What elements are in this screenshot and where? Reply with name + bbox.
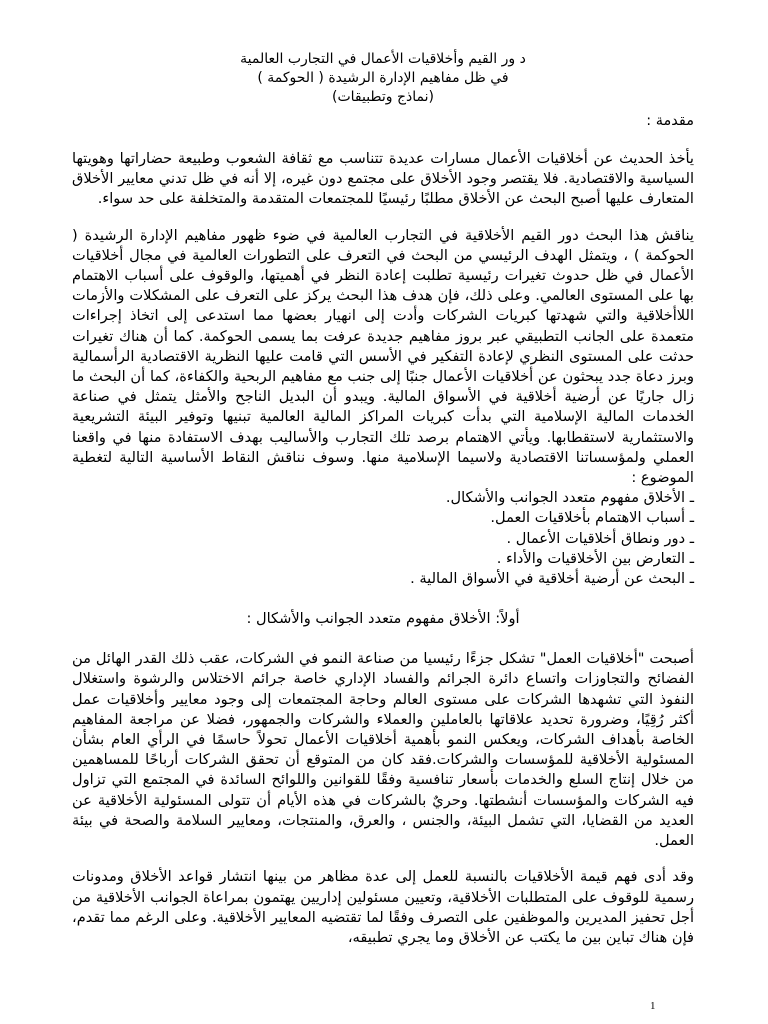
- paragraph: يأخذ الحديث عن أخلاقيات الأعمال مسارات عديدة تتناسب مع ثقافة الشعوب وطبيعة حضاراتها وهويتها السياسية والاقتصادية. فلا يقتصر وجود الأخلاق على مجتمع دون غيره، إلا أنه في ظل تدني معايير الأخلاق المتعارف عليها أصبح البحث عن الأخلاق مطلبًا رئيسيًا للمجتمعات المتقدمة والمتخلفة على حد سواء.: [72, 150, 694, 208]
- list-item: ـ البحث عن أرضية أخلاقية في الأسواق المالية .: [72, 569, 694, 589]
- title-line: (نماذج وتطبيقات): [331, 89, 435, 105]
- list-item: ـ دور ونطاق أخلاقيات الأعمال .: [72, 529, 694, 549]
- list-item: ـ التعارض بين الأخلاقيات والأداء .: [72, 549, 694, 569]
- paragraph: أصبحت "أخلاقيات العمل" تشكل جزءًا رئيسيا من صناعة النمو في الشركات، عقب ذلك القدر الهائل من الفضائح والتجاوزات واتساع دائرة الجرائم والفساد الإداري خاصة جرائم الاختلاس والرشوة واستغلال النفوذ التي تشهدها الشركات على مستوى العالم وحاجة المجتمعات إلى وجود معايير وأخلاقيات عمل أكثر رُقِيًا، وضرورة تحديد علاقاتها بالعاملين والعملاء والشركات والجمهور، فضلا عن مراجعة المفاهيم الخاصة بأهداف الشركات، ويعكس النمو بأهمية أخلاقيات الأعمال تحولاً حاسمًا في الرأي العام بشأن المسئولية الأخلاقية للمؤسسات والشركات.فقد كان من المتوقع أن تحقق الشركات أرباحًا للمساهمين من خلال إنتاج السلع والخدمات بأسعار تنافسية وفقًا للقوانين واللوائح السائدة في المجتمع التي تزاول فيه الشركات والمؤسسات أنشطتها. وحريٌ بالشركات في هذه الأيام أن تتولى المسئولية الأخلاقية عن العديد من القضايا، التي تشمل البيئة، والجنس ، والعرق، والمنتجات، ومعايير السلامة والصحة في بيئة العمل.: [72, 650, 694, 850]
- paragraph: يناقش هذا البحث دور القيم الأخلاقية في التجارب العالمية في ضوء ظهور مفاهيم الإدارة الرشيدة ( الحوكمة ) ، ويتمثل الهدف الرئيسي من البحث في التعرف على التطورات العالمية في مجال أخلاقيات الأعمال في ظل حدوث تغيرات رئيسية تطلبت إعادة النظر في أهميتها، والوقوف على أسباب الاهتمام بها على المستوى العالمي. وعلى ذلك، فإن هدف هذا البحث يركز على التعرف على المشكلات والأزمات اللاأخلاقية والتي شهدتها كبريات الشركات وأدت إلى انهيار بعضها مما استدعى إلى اتخاذ إجراءات متعمدة على الجانب التطبيقي عبر بروز مفاهيم جديدة عرفت بما يسمى الحوكمة. كما أن هناك تغيرات حدثت على المستوى النظري لإعادة التفكير في الأسس التي قامت عليها النظرية الاقتصادية الرأسمالية وبرز دعاة جدد يبحثون عن أخلاقيات الأعمال جنبًا إلى جنب مع مفاهيم الربحية والكفاءة، كما أن البحث ما زال جاريًا عن أرضية أخلاقية في الأسواق المالية. ويبدو أن البديل الناجح والأمثل يتمثل في صناعة الخدمات المالية الإسلامية التي بدأت كبريات المراكز المالية العالمية تبنيها وتوفير البيئة التشريعية والاستثمارية لاستقطابها. ويأتي الاهتمام برصد تلك التجارب والأساليب بهدف الاستفادة منها في واقعنا العملي ولمؤسساتنا الاقتصادية ولاسيما الإسلامية منها. وسوف نناقش النقاط الأساسية التالية لتغطية الموضوع :: [72, 226, 694, 487]
- section-heading: أولاً: الأخلاق مفهوم متعدد الجوانب والأشكال :: [246, 610, 520, 628]
- page-number: 1: [650, 1000, 656, 1012]
- title-line: د ور القيم وأخلاقيات الأعمال في التجارب العالمية: [240, 51, 526, 67]
- intro-heading: مقدمة :: [646, 113, 694, 129]
- topics-list: [72, 488, 694, 589]
- paragraph: وقد أدى فهم قيمة الأخلاقيات بالنسبة للعمل إلى عدة مظاهر من بينها انتشار قواعد الأخلاق ومدونات رسمية للوقوف على المتطلبات الأخلاقية، وتعيين مسئولين إداريين يهتمون بمراعاة الجوانب الأخلاقية من أجل تحفيز المديرين والموظفين على التصرف وفقًا لما تقتضيه المعايير الأخلاقية. وعلى الرغم مما تقدم، فإن هناك تباين بين ما يكتب عن الأخلاق وما يجري تطبيقه،: [72, 868, 694, 946]
- title-line: في ظل مفاهيم الإدارة الرشيدة ( الحوكمة ): [257, 70, 509, 86]
- document-title: [72, 50, 694, 107]
- list-item: ـ أسباب الاهتمام بأخلاقيات العمل.: [72, 508, 694, 528]
- list-item: ـ الأخلاق مفهوم متعدد الجوانب والأشكال.: [72, 488, 694, 508]
